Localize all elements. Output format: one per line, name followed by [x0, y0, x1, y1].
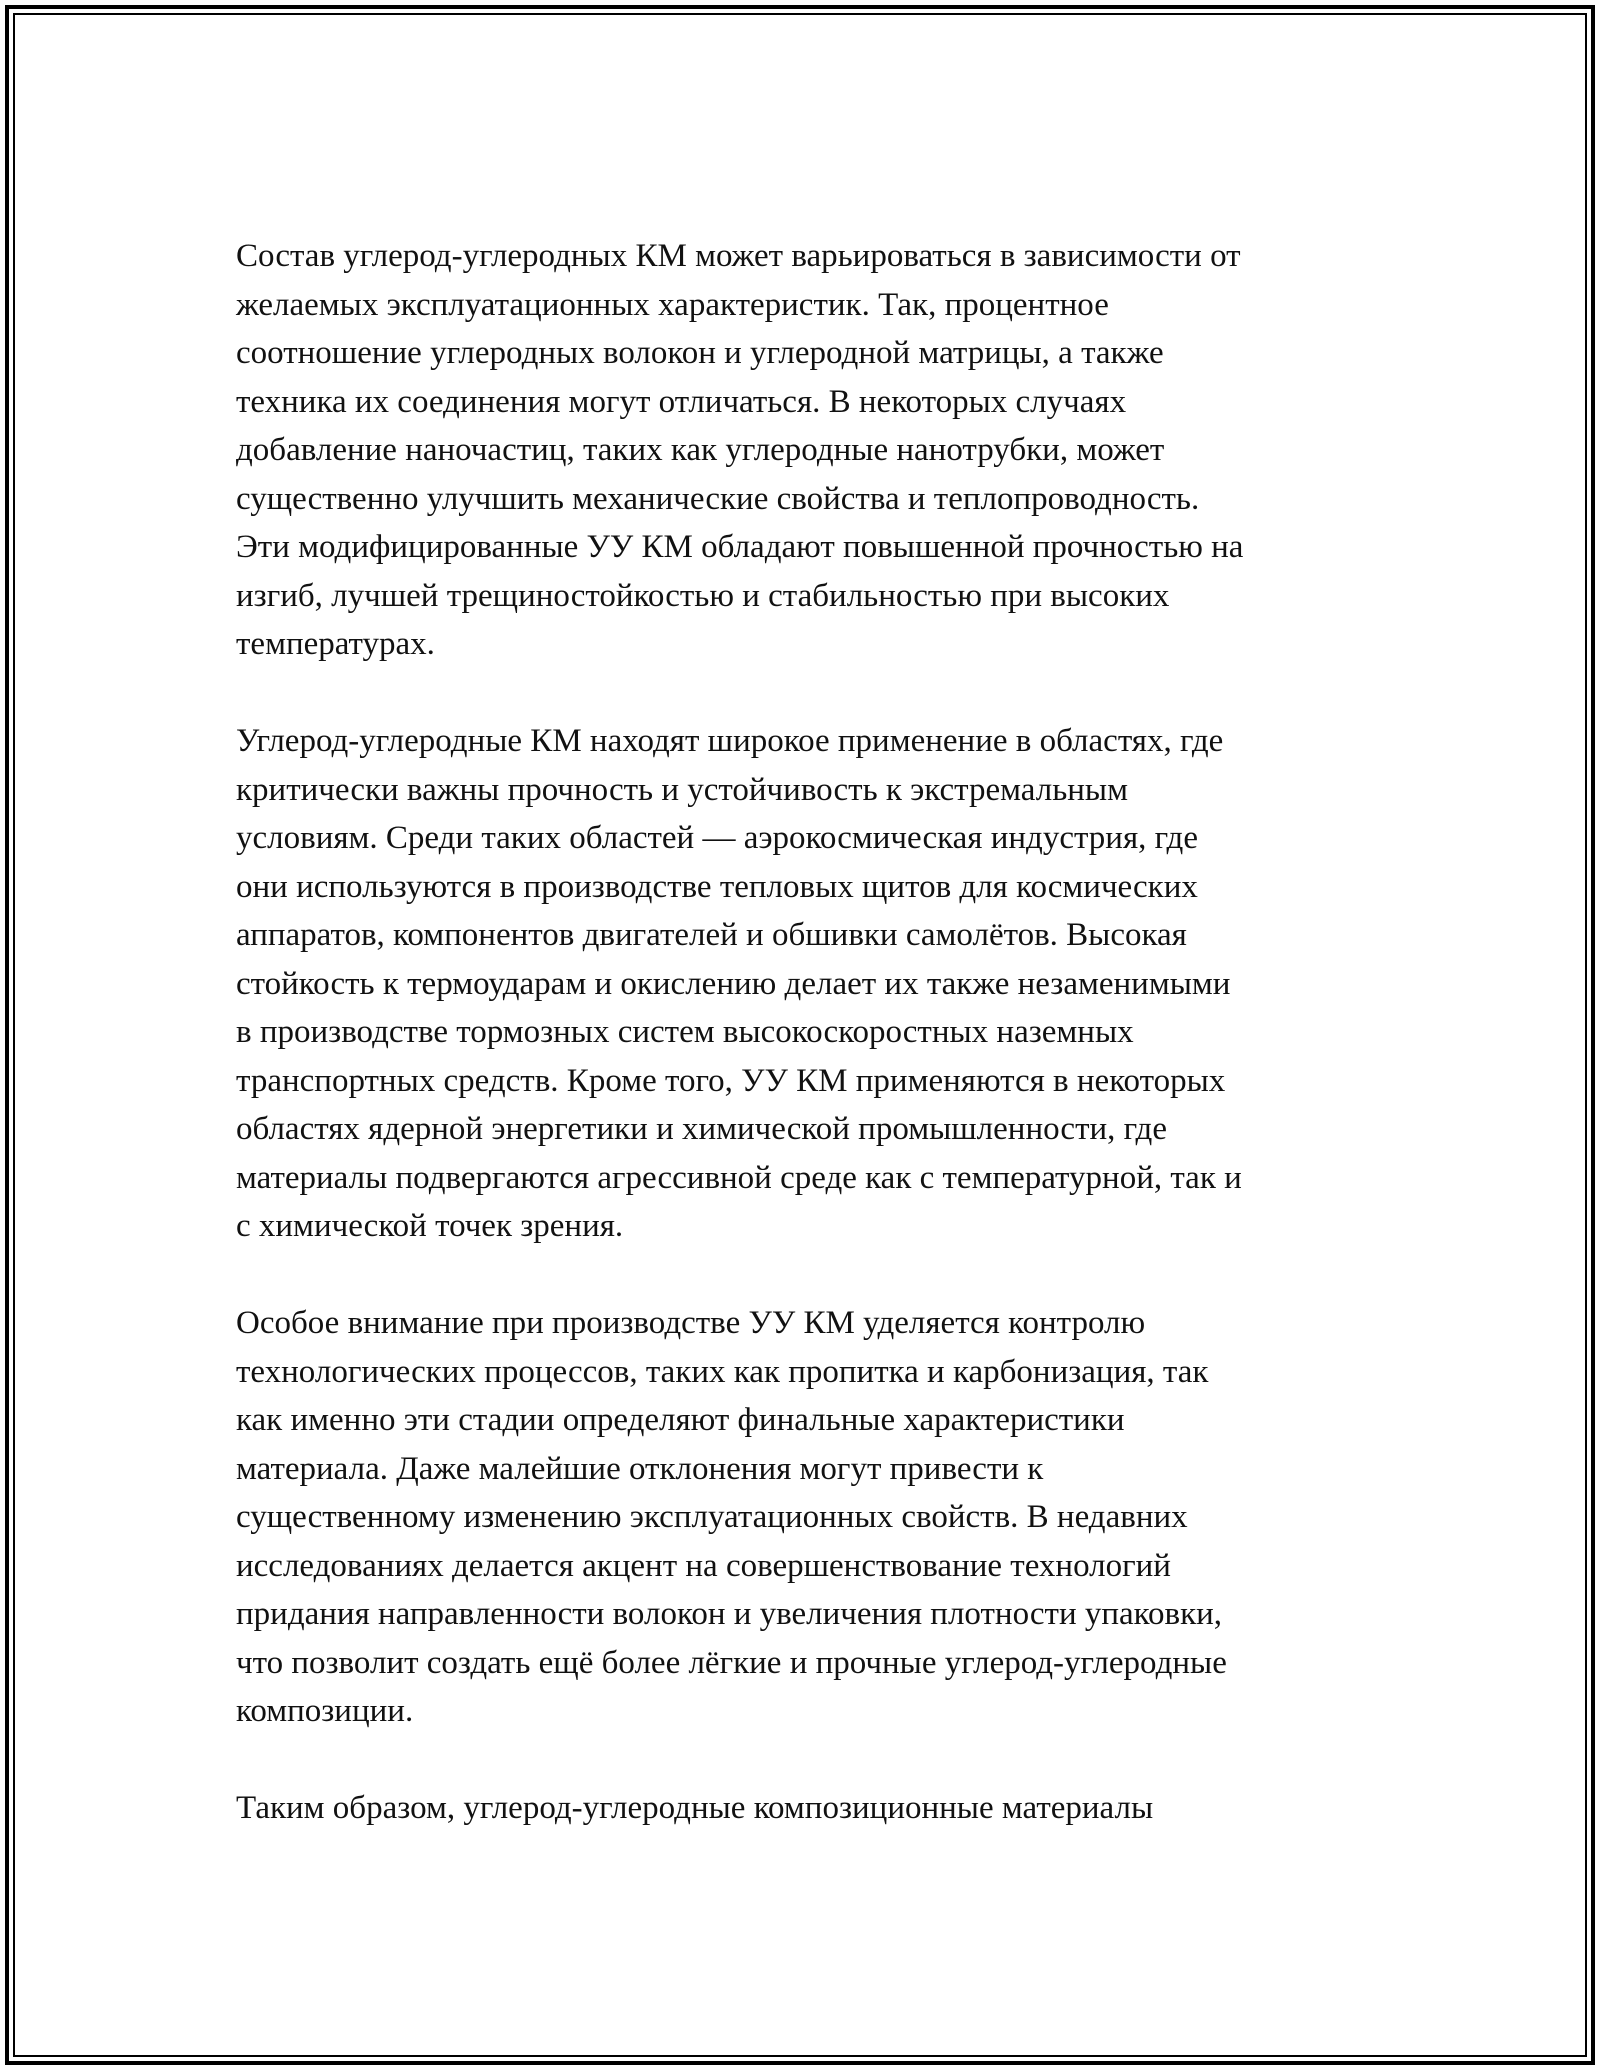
text-line: Углерод-углеродные КМ находят широкое применение в областях, где — [236, 723, 1224, 759]
text-line: придания направленности волокон и увеличения плотности упаковки, — [236, 1596, 1223, 1632]
text-line: исследованиях делается акцент на совершенствование технологий — [236, 1547, 1171, 1584]
text-line: Таким образом, углерод-углеродные композиционные материалы — [236, 1790, 1154, 1826]
text-line: существенному изменению эксплуатационных свойств. В недавних — [236, 1499, 1188, 1535]
text-line: соотношение углеродных волокон и углеродной матрицы, а также — [236, 335, 1164, 371]
document-body — [236, 232, 1376, 1881]
text-line: условиям. Среди таких областей — аэрокосмическая индустрия, где — [236, 820, 1198, 856]
text-line: аппаратов, компонентов двигателей и обшивки самолётов. Высокая — [236, 917, 1187, 953]
paragraph-process-control — [236, 1299, 1376, 1736]
paragraph-composition — [236, 232, 1376, 669]
text-line: транспортных средств. Кроме того, УУ КМ применяются в некоторых — [236, 1062, 1226, 1099]
text-line: что позволит создать ещё более лёгкие и прочные углерод-углеродные — [236, 1644, 1227, 1681]
text-line: как именно эти стадии определяют финальные характеристики — [236, 1402, 1125, 1438]
text-line: материалы подвергаются агрессивной среде как с температурной, так и — [236, 1159, 1242, 1196]
text-line: существенно улучшить механические свойства и теплопроводность. — [236, 480, 1200, 517]
text-line: технологических процессов, таких как пропитка и карбонизация, так — [236, 1353, 1209, 1390]
text-line: композиции. — [236, 1693, 414, 1729]
text-line: желаемых эксплуатационных характеристик. Так, процентное — [236, 286, 1109, 323]
text-line: в производстве тормозных систем высокоскоростных наземных — [236, 1014, 1134, 1050]
text-line: Состав углерод-углеродных КМ может варьироваться в зависимости от — [236, 238, 1241, 274]
text-line: критически важны прочность и устойчивость к экстремальным — [236, 771, 1128, 808]
paragraph-conclusion — [236, 1784, 1376, 1833]
text-line: температурах. — [236, 626, 435, 662]
text-line: техника их соединения могут отличаться. В некоторых случаях — [236, 383, 1127, 420]
text-line: стойкость к термоударам и окислению делает их также незаменимыми — [236, 965, 1231, 1002]
text-line: областях ядерной энергетики и химической промышленности, где — [236, 1111, 1167, 1147]
text-line: они используются в производстве тепловых щитов для космических — [236, 868, 1198, 905]
text-line: изгиб, лучшей трещиностойкостью и стабильностью при высоких — [236, 577, 1170, 614]
text-line: материала. Даже малейшие отклонения могут привести к — [236, 1450, 1044, 1487]
text-line: Особое внимание при производстве УУ КМ уделяется контролю — [236, 1305, 1146, 1341]
text-line: добавление наночастиц, таких как углеродные нанотрубки, может — [236, 432, 1165, 468]
text-line: Эти модифицированные УУ КМ обладают повышенной прочностью на — [236, 529, 1244, 565]
paragraph-applications — [236, 717, 1376, 1251]
text-line: с химической точек зрения. — [236, 1208, 624, 1244]
